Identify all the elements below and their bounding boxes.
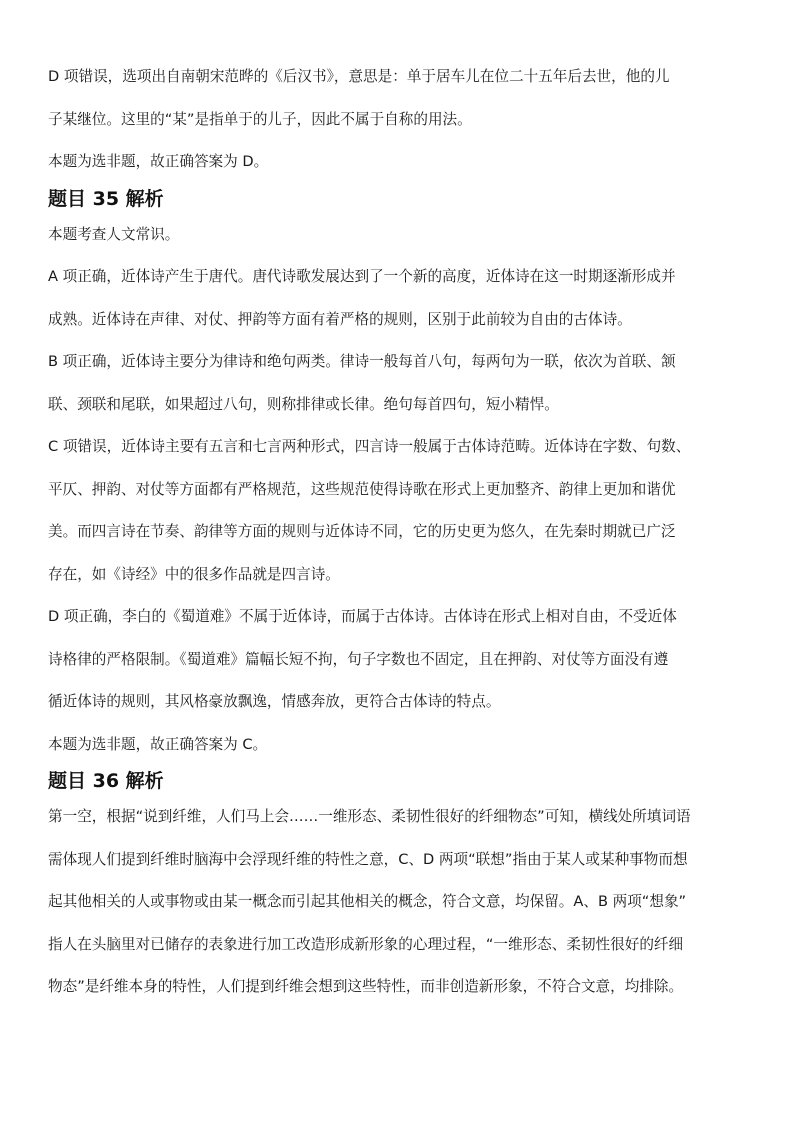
paragraph-line: 需体现人们提到纤维时脑海中会浮现纤维的特性之意，C、D 两项“联想”指由于某人或某种事物而想 (48, 850, 688, 868)
paragraph-line: 联、颈联和尾联，如果超过八句，则称排律或长律。绝句每首四句，短小精悍。 (48, 395, 559, 413)
section-35-body (48, 214, 754, 767)
paragraph-line: 指人在头脑里对已储存的表象进行加工改造形成新形象的心理过程，“一维形态、柔韧性很好的纤细 (48, 935, 684, 953)
paragraph-line: 循近体诗的规则，其风格豪放飘逸，情感奔放，更符合古体诗的特点。 (48, 693, 501, 710)
paragraph-line: 存在，如《诗经》中的很多作品就是四言诗。 (48, 565, 340, 583)
paragraph-line: 第一空，根据“说到纤维，人们马上会……一维形态、柔韧性很好的纤细物态”可知，横线处所填词语 (48, 808, 691, 825)
paragraph-line: C 项错误，近体诗主要有五言和七言两种形式，四言诗一般属于古体诗范畴。近体诗在字数、句数、 (48, 438, 691, 455)
section-title-35: 题目 35 解析 (48, 187, 164, 210)
section-title-36: 题目 36 解析 (48, 770, 164, 792)
paragraph-line: A 项正确，近体诗产生于唐代。唐代诗歌发展达到了一个新的高度，近体诗在这一时期逐渐形成并 (48, 268, 676, 285)
paragraph-line: 本题为选非题，故正确答案为 C。 (48, 735, 268, 753)
paragraph-line: D 项正确，李白的《蜀道难》不属于近体诗，而属于古体诗。古体诗在形式上相对自由，不受近体 (48, 608, 677, 625)
paragraph-line: 成熟。近体诗在声律、对仗、押韵等方面有着严格的规则，区别于此前较为自由的古体诗。 (48, 310, 632, 328)
paragraph-line: 本题为选非题，故正确答案为 D。 (48, 153, 269, 170)
paragraph-line: 物态”是纤维本身的特性，人们提到纤维会想到这些特性，而非创造新形象，不符合文意，均排除。 (48, 978, 684, 995)
paragraph-line: 美。而四言诗在节奏、韵律等方面的规则与近体诗不同，它的历史更为悠久，在先秦时期就已广泛 (48, 523, 676, 540)
document-page (48, 56, 754, 1009)
previous-answer-block (48, 56, 754, 184)
paragraph-line: 本题考查人文常识。 (48, 225, 180, 243)
paragraph-line: D 项错误，选项出自南朝宋范晔的《后汉书》，意思是：单于居车儿在位二十五年后去世，他的儿 (48, 68, 670, 85)
paragraph-line: 起其他相关的人或事物或由某一概念而引起其他相关的概念，符合文意，均保留。A、B 两项“想象” (48, 893, 687, 910)
paragraph-line: 诗格律的严格限制。《蜀道难》篇幅长短不拘，句子字数也不固定，且在押韵、对仗等方面没有遵 (48, 650, 669, 668)
paragraph-line: B 项正确，近体诗主要分为律诗和绝句两类。律诗一般每首八句，每两句为一联，依次为首联、颔 (48, 353, 676, 370)
paragraph-line: 平仄、押韵、对仗等方面都有严格规范，这些规范使得诗歌在形式上更加整齐、韵律上更加和谐优 (48, 480, 676, 498)
section-36-body (48, 796, 754, 1009)
paragraph-line: 子某继位。这里的“某”是指单于的儿子，因此不属于自称的用法。 (48, 110, 472, 128)
